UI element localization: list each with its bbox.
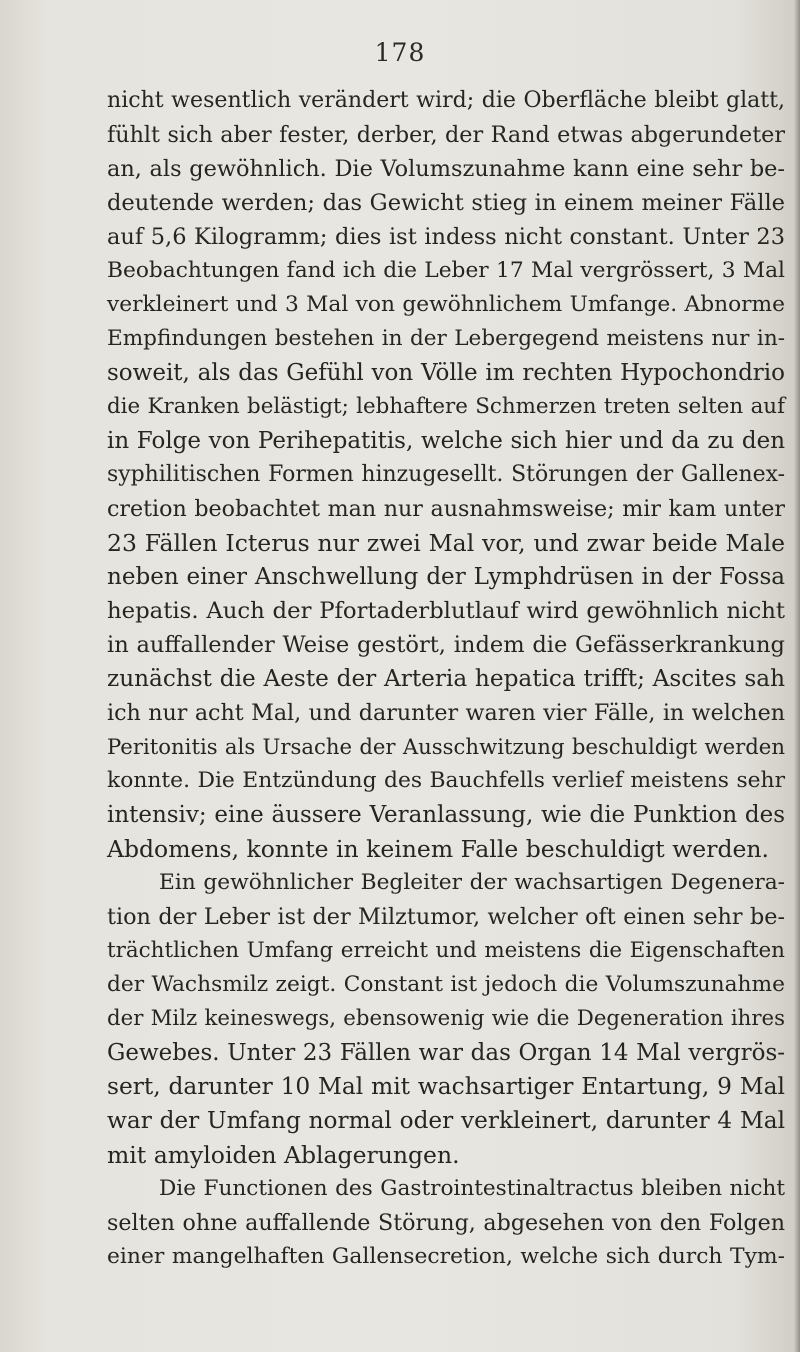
text-line: der Wachsmilz zeigt. Constant ist jedoch die Volumszunahme	[107, 972, 785, 997]
text-line: cretion beobachtet man nur ausnahmsweise; mir kam unter	[107, 496, 785, 522]
text-line: Beobachtungen fand ich die Leber 17 Mal vergrössert, 3 Mal	[107, 258, 785, 283]
text-line: konnte. Die Entzündung des Bauchfells verlief meistens sehr	[107, 768, 785, 793]
text-line: nicht wesentlich verändert wird; die Oberfläche bleibt glatt,	[107, 88, 785, 113]
text-line: auf 5,6 Kilogramm; dies ist indess nicht constant. Unter 23	[107, 224, 785, 250]
text-line: verkleinert und 3 Mal von gewöhnlichem Umfange. Abnorme	[107, 292, 785, 317]
text-line: fühlt sich aber fester, derber, der Rand etwas abgerundeter	[107, 122, 785, 148]
text-line: syphilitischen Formen hinzugesellt. Störungen der Gallenex-	[107, 462, 785, 487]
text-line: in auffallender Weise gestört, indem die Gefässerkrankung	[107, 632, 785, 658]
text-line: Ein gewöhnlicher Begleiter der wachsartigen Degenera-	[159, 870, 785, 895]
text-line: Peritonitis als Ursache der Ausschwitzung beschuldigt werden	[107, 734, 785, 759]
page-number: 178	[374, 38, 426, 67]
text-line: zunächst die Aeste der Arteria hepatica trifft; Ascites sah	[107, 665, 785, 692]
text-line: hepatis. Auch der Pfortaderblutlauf wird gewöhnlich nicht	[107, 598, 785, 624]
text-line: Gewebes. Unter 23 Fällen war das Organ 14 Mal vergrös-	[107, 1040, 785, 1066]
text-line: der Milz keineswegs, ebensowenig wie die Degeneration ihres	[107, 1006, 785, 1031]
text-line: war der Umfang normal oder verkleinert, darunter 4 Mal	[107, 1107, 785, 1134]
text-line: Abdomens, konnte in keinem Falle beschuldigt werden.	[107, 835, 770, 863]
body-text	[107, 84, 785, 1274]
text-line: ich nur acht Mal, und darunter waren vier Fälle, in welchen	[107, 700, 785, 726]
text-line: einer mangelhaften Gallensecretion, welche sich durch Tym-	[107, 1244, 785, 1269]
page-edge-shadow	[794, 0, 800, 1352]
text-line: neben einer Anschwellung der Lymphdrüsen in der Fossa	[107, 564, 785, 590]
text-line: in Folge von Perihepatitis, welche sich hier und da zu den	[107, 428, 785, 454]
text-line: mit amyloiden Ablagerungen.	[107, 1141, 460, 1169]
text-line: tion der Leber ist der Milztumor, welcher oft einen sehr be-	[107, 904, 785, 930]
text-line: trächtlichen Umfang erreicht und meistens die Eigenschaften	[107, 938, 785, 963]
text-line: 23 Fällen Icterus nur zwei Mal vor, und zwar beide Male	[107, 529, 785, 557]
text-line: deutende werden; das Gewicht stieg in einem meiner Fälle	[107, 190, 785, 216]
text-line: an, als gewöhnlich. Die Volumszunahme kann eine sehr be-	[107, 156, 785, 182]
text-line: Die Functionen des Gastrointestinaltractus bleiben nicht	[159, 1176, 785, 1201]
text-line: sert, darunter 10 Mal mit wachsartiger Entartung, 9 Mal	[107, 1073, 785, 1100]
text-line: die Kranken belästigt; lebhaftere Schmerzen treten selten auf	[107, 394, 785, 419]
text-line: intensiv; eine äussere Veranlassung, wie die Punktion des	[107, 802, 785, 828]
text-line: selten ohne auffallende Störung, abgesehen von den Folgen	[107, 1210, 785, 1236]
text-line: soweit, als das Gefühl von Völle im rechten Hypochondrio	[107, 360, 785, 386]
text-line: Empfindungen bestehen in der Lebergegend meistens nur in-	[107, 326, 785, 351]
